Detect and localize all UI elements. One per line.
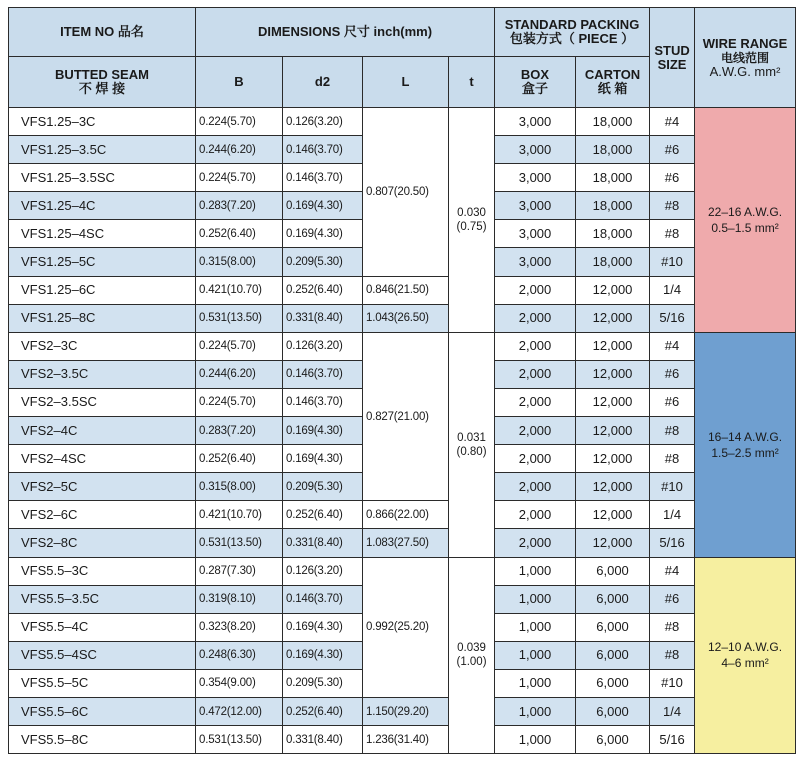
l-cell: 1.150(29.20) [363,697,449,725]
b-cell: 0.224(5.70) [196,108,283,136]
t-header: t [449,57,495,108]
b-cell: 0.252(6.40) [196,445,283,473]
box-qty-cell: 2,000 [495,388,576,416]
wire-range-cell [695,108,796,333]
d2-cell: 0.209(5.30) [283,248,363,276]
d2-cell: 0.169(4.30) [283,417,363,445]
b-cell: 0.531(13.50) [196,304,283,332]
carton-qty-cell: 18,000 [576,108,650,136]
stud-size-cell: #6 [650,164,695,192]
item-no-cell: VFS1.25–6C [9,276,196,304]
d2-cell: 0.146(3.70) [283,136,363,164]
box-qty-cell: 1,000 [495,726,576,754]
d2-cell: 0.209(5.30) [283,669,363,697]
carton-qty-cell: 18,000 [576,248,650,276]
stud-size-cell: #8 [650,641,695,669]
box-qty-cell: 2,000 [495,529,576,557]
carton-qty-cell: 18,000 [576,220,650,248]
item-no-cell: VFS1.25–5C [9,248,196,276]
stud-size-cell: #4 [650,332,695,360]
d2-cell: 0.169(4.30) [283,445,363,473]
item-no-cell: VFS5.5–4C [9,613,196,641]
b-cell: 0.244(6.20) [196,136,283,164]
carton-qty-cell: 12,000 [576,529,650,557]
wire-range-awg: 12–10 A.W.G. [708,640,783,655]
stud-size-cell: 1/4 [650,697,695,725]
carton-qty-cell: 12,000 [576,417,650,445]
item-no-cell: VFS1.25–4SC [9,220,196,248]
item-no-cell: VFS1.25–3.5SC [9,164,196,192]
butted-seam-header [9,57,196,108]
d2-cell: 0.252(6.40) [283,501,363,529]
carton-label: CARTON [584,67,641,82]
carton-qty-cell: 12,000 [576,501,650,529]
box-qty-cell: 3,000 [495,220,576,248]
item-no-cell: VFS2–3.5SC [9,388,196,416]
b-cell: 0.224(5.70) [196,388,283,416]
t-mm-value: (1.00) [456,656,487,669]
packing-unit-label: 包装方式（ PIECE ） [509,31,635,46]
b-cell: 0.315(8.00) [196,473,283,501]
size-label: SIZE [657,56,687,72]
box-cn-label: 盒子 [522,81,549,96]
box-qty-cell: 2,000 [495,473,576,501]
box-qty-cell: 2,000 [495,445,576,473]
b-cell: 0.421(10.70) [196,501,283,529]
carton-qty-cell: 18,000 [576,192,650,220]
table-row [9,529,796,557]
stud-size-cell: #10 [650,473,695,501]
d2-cell: 0.126(3.20) [283,108,363,136]
box-qty-cell: 1,000 [495,641,576,669]
stud-size-cell: #10 [650,669,695,697]
box-qty-cell: 2,000 [495,417,576,445]
item-no-cell: VFS1.25–3C [9,108,196,136]
b-cell: 0.283(7.20) [196,417,283,445]
box-qty-cell: 2,000 [495,276,576,304]
d2-cell: 0.126(3.20) [283,332,363,360]
b-cell: 0.354(9.00) [196,669,283,697]
stud-size-cell: #6 [650,136,695,164]
item-no-cell: VFS5.5–5C [9,669,196,697]
carton-qty-cell: 6,000 [576,697,650,725]
d2-cell: 0.169(4.30) [283,641,363,669]
b-cell: 0.323(8.20) [196,613,283,641]
t-cell [449,108,495,333]
box-header [495,57,576,108]
terminal-spec-table [8,7,796,754]
carton-qty-cell: 12,000 [576,304,650,332]
d2-cell: 0.146(3.70) [283,388,363,416]
t-mm-value: (0.75) [456,220,487,233]
t-inch-value: 0.039 [457,642,486,655]
d2-cell: 0.252(6.40) [283,697,363,725]
b-cell: 0.283(7.20) [196,192,283,220]
item-no-cell: VFS5.5–3C [9,557,196,585]
stud-size-cell: 5/16 [650,726,695,754]
box-qty-cell: 3,000 [495,192,576,220]
box-qty-cell: 3,000 [495,248,576,276]
box-qty-cell: 1,000 [495,613,576,641]
carton-qty-cell: 12,000 [576,332,650,360]
stud-size-cell: #8 [650,613,695,641]
b-cell: 0.244(6.20) [196,360,283,388]
d2-cell: 0.331(8.40) [283,726,363,754]
carton-header [576,57,650,108]
item-no-cell: VFS1.25–8C [9,304,196,332]
wire-range-cn-label: 电线范围 [721,50,770,65]
stud-size-header [650,8,695,108]
stud-size-cell: #8 [650,417,695,445]
l-header: L [363,57,449,108]
carton-qty-cell: 18,000 [576,164,650,192]
item-no-cell: VFS1.25–4C [9,192,196,220]
stud-size-cell: 1/4 [650,276,695,304]
box-qty-cell: 1,000 [495,669,576,697]
b-cell: 0.531(13.50) [196,726,283,754]
carton-cn-label: 纸 箱 [597,81,628,96]
carton-qty-cell: 18,000 [576,136,650,164]
item-no-cell: VFS5.5–6C [9,697,196,725]
d2-cell: 0.209(5.30) [283,473,363,501]
d2-cell: 0.146(3.70) [283,360,363,388]
box-qty-cell: 2,000 [495,332,576,360]
table-row [9,304,796,332]
carton-qty-cell: 6,000 [576,669,650,697]
item-no-cell: VFS2–6C [9,501,196,529]
wire-range-cell [695,557,796,754]
b-cell: 0.315(8.00) [196,248,283,276]
wire-range-awg: 16–14 A.W.G. [708,429,783,444]
box-qty-cell: 3,000 [495,164,576,192]
stud-size-cell: #4 [650,557,695,585]
d2-cell: 0.169(4.30) [283,220,363,248]
d2-cell: 0.146(3.70) [283,164,363,192]
carton-qty-cell: 6,000 [576,726,650,754]
stud-size-cell: #6 [650,585,695,613]
standard-packing-label: STANDARD PACKING [504,17,640,32]
stud-size-cell: #8 [650,445,695,473]
wire-range-mm2: 0.5–1.5 mm² [711,220,779,235]
wire-range-cell [695,332,796,557]
wire-range-label: WIRE RANGE [702,35,788,51]
b-cell: 0.248(6.30) [196,641,283,669]
item-no-cell: VFS5.5–8C [9,726,196,754]
table-row [9,332,796,360]
box-qty-cell: 3,000 [495,108,576,136]
box-qty-cell: 2,000 [495,501,576,529]
stud-size-cell: #8 [650,220,695,248]
b-cell: 0.472(12.00) [196,697,283,725]
item-no-cell: VFS2–3.5C [9,360,196,388]
t-inch-value: 0.030 [457,206,486,219]
item-no-cell: VFS2–4C [9,417,196,445]
t-inch-value: 0.031 [457,431,486,444]
carton-qty-cell: 6,000 [576,557,650,585]
item-no-cell: VFS2–8C [9,529,196,557]
stud-size-cell: 5/16 [650,529,695,557]
butted-seam-label: BUTTED SEAM [55,67,149,82]
d2-cell: 0.169(4.30) [283,613,363,641]
l-cell: 0.992(25.20) [363,557,449,697]
b-cell: 0.319(8.10) [196,585,283,613]
l-cell: 0.866(22.00) [363,501,449,529]
d2-cell: 0.126(3.20) [283,557,363,585]
stud-size-cell: #10 [650,248,695,276]
dimensions-header: DIMENSIONS 尺寸 inch(mm) [196,8,495,57]
l-cell: 0.807(20.50) [363,108,449,277]
table-row [9,697,796,725]
butted-seam-cn-label: 不 焊 接 [78,81,126,96]
b-cell: 0.224(5.70) [196,332,283,360]
t-cell [449,332,495,557]
box-qty-cell: 3,000 [495,136,576,164]
t-mm-value: (0.80) [456,445,487,458]
table-row [9,501,796,529]
b-header: B [196,57,283,108]
wire-range-mm2: 4–6 mm² [721,656,769,671]
d2-cell: 0.331(8.40) [283,529,363,557]
box-qty-cell: 2,000 [495,304,576,332]
table-row [9,276,796,304]
wire-range-awg: 22–16 A.W.G. [708,204,783,219]
b-cell: 0.531(13.50) [196,529,283,557]
standard-packing-header [495,8,650,57]
item-no-header: ITEM NO 品名 [9,8,196,57]
b-cell: 0.252(6.40) [196,220,283,248]
l-cell: 0.827(21.00) [363,332,449,501]
b-cell: 0.421(10.70) [196,276,283,304]
d2-header: d2 [283,57,363,108]
stud-label: STUD [654,42,690,58]
stud-size-cell: #6 [650,388,695,416]
d2-cell: 0.331(8.40) [283,304,363,332]
table-row [9,108,796,136]
wire-range-unit-label: A.W.G. mm² [709,63,781,79]
carton-qty-cell: 6,000 [576,585,650,613]
b-cell: 0.224(5.70) [196,164,283,192]
stud-size-cell: #8 [650,192,695,220]
carton-qty-cell: 6,000 [576,613,650,641]
l-cell: 0.846(21.50) [363,276,449,304]
d2-cell: 0.252(6.40) [283,276,363,304]
stud-size-cell: 5/16 [650,304,695,332]
d2-cell: 0.169(4.30) [283,192,363,220]
item-no-cell: VFS1.25–3.5C [9,136,196,164]
item-no-cell: VFS2–4SC [9,445,196,473]
l-cell: 1.236(31.40) [363,726,449,754]
header-row-1 [9,8,796,57]
carton-qty-cell: 6,000 [576,641,650,669]
table-row [9,557,796,585]
b-cell: 0.287(7.30) [196,557,283,585]
wire-range-header [695,8,796,108]
carton-qty-cell: 12,000 [576,473,650,501]
l-cell: 1.083(27.50) [363,529,449,557]
carton-qty-cell: 12,000 [576,276,650,304]
carton-qty-cell: 12,000 [576,445,650,473]
box-qty-cell: 1,000 [495,697,576,725]
stud-size-cell: #6 [650,360,695,388]
table-row [9,726,796,754]
box-qty-cell: 2,000 [495,360,576,388]
wire-range-mm2: 1.5–2.5 mm² [711,445,779,460]
box-qty-cell: 1,000 [495,585,576,613]
carton-qty-cell: 12,000 [576,388,650,416]
item-no-cell: VFS2–3C [9,332,196,360]
item-no-cell: VFS5.5–4SC [9,641,196,669]
box-label: BOX [520,67,550,82]
stud-size-cell: #4 [650,108,695,136]
carton-qty-cell: 12,000 [576,360,650,388]
box-qty-cell: 1,000 [495,557,576,585]
d2-cell: 0.146(3.70) [283,585,363,613]
stud-size-cell: 1/4 [650,501,695,529]
item-no-cell: VFS5.5–3.5C [9,585,196,613]
table-body [9,108,796,754]
t-cell [449,557,495,754]
l-cell: 1.043(26.50) [363,304,449,332]
item-no-cell: VFS2–5C [9,473,196,501]
